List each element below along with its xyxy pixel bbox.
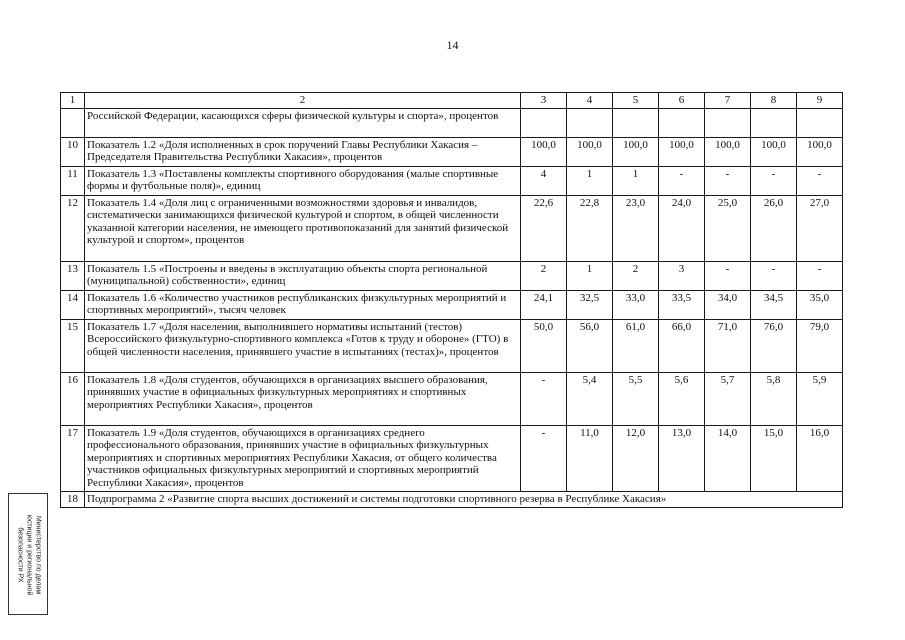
row-number: 18 xyxy=(61,491,85,507)
indicator-value: 24,0 xyxy=(659,195,705,261)
indicator-value: 66,0 xyxy=(659,319,705,372)
stamp-line: юстиции и региональной xyxy=(25,514,33,596)
indicator-value: 100,0 xyxy=(705,137,751,166)
indicator-value: 22,6 xyxy=(521,195,567,261)
indicator-value: 16,0 xyxy=(797,425,843,491)
indicator-description: Показатель 1.2 «Доля исполненных в срок поручений Главы Республики Хакасия – Председателя Правительства Республики Хакасия», процентов xyxy=(85,137,521,166)
stamp-line: Министерство по делам xyxy=(34,515,42,595)
indicator-value: - xyxy=(751,166,797,195)
indicator-value: 1 xyxy=(613,166,659,195)
indicators-table xyxy=(60,92,843,508)
indicator-value: 14,0 xyxy=(705,425,751,491)
table-row xyxy=(61,166,843,195)
row-number: 13 xyxy=(61,261,85,290)
indicator-value: 4 xyxy=(521,166,567,195)
indicator-description: Показатель 1.6 «Количество участников республиканских физкультурных мероприятий и спортивных мероприятий», тысяч человек xyxy=(85,290,521,319)
indicator-value: 100,0 xyxy=(567,137,613,166)
indicator-value: - xyxy=(797,261,843,290)
indicator-value: 100,0 xyxy=(613,137,659,166)
indicator-value: 5,7 xyxy=(705,372,751,425)
indicator-value: 76,0 xyxy=(751,319,797,372)
page-number: 14 xyxy=(446,38,459,52)
table-row xyxy=(61,290,843,319)
indicator-value xyxy=(659,108,705,137)
indicator-value: 1 xyxy=(567,261,613,290)
stamp-line: безопасности РХ xyxy=(16,527,24,583)
row-number: 10 xyxy=(61,137,85,166)
indicator-value: 23,0 xyxy=(613,195,659,261)
indicator-value: 5,6 xyxy=(659,372,705,425)
row-number: 14 xyxy=(61,290,85,319)
indicator-value: 33,0 xyxy=(613,290,659,319)
header-cell: 9 xyxy=(797,93,843,109)
indicator-value: 32,5 xyxy=(567,290,613,319)
table-row xyxy=(61,425,843,491)
indicator-value: 22,8 xyxy=(567,195,613,261)
indicator-value xyxy=(705,108,751,137)
indicator-value: 5,5 xyxy=(613,372,659,425)
indicator-value: 50,0 xyxy=(521,319,567,372)
indicator-value: - xyxy=(659,166,705,195)
indicator-value: 71,0 xyxy=(705,319,751,372)
row-number: 15 xyxy=(61,319,85,372)
indicator-value: 61,0 xyxy=(613,319,659,372)
header-cell: 5 xyxy=(613,93,659,109)
indicator-description: Показатель 1.7 «Доля населения, выполнившего нормативы испытаний (тестов) Всероссийского физкультурно-спортивного комплекса «Готов к труду и обороне» (ГТО) в общей численности населения, принявшего участие в испытаниях (тестах)», процентов xyxy=(85,319,521,372)
indicator-value: 2 xyxy=(521,261,567,290)
indicator-value: 2 xyxy=(613,261,659,290)
indicator-value: 24,1 xyxy=(521,290,567,319)
indicator-description: Показатель 1.3 «Поставлены комплекты спортивного оборудования (малые спортивные формы и футбольные поля)», единиц xyxy=(85,166,521,195)
registration-stamp xyxy=(8,493,48,615)
indicator-value xyxy=(521,108,567,137)
header-cell: 8 xyxy=(751,93,797,109)
indicator-description: Показатель 1.5 «Построены и введены в эксплуатацию объекты спорта региональной (муниципальной) собственности», единиц xyxy=(85,261,521,290)
subprogram-row xyxy=(61,491,843,507)
indicator-value: 100,0 xyxy=(659,137,705,166)
table-row xyxy=(61,372,843,425)
header-cell: 2 xyxy=(85,93,521,109)
indicator-value: 12,0 xyxy=(613,425,659,491)
indicator-description: Показатель 1.4 «Доля лиц с ограниченными возможностями здоровья и инвалидов, систематически занимающихся физической культурой и спортом, в общей численности указанной категории населения, не имеющего противопоказаний для занятий физической культурой и спортом», процентов xyxy=(85,195,521,261)
indicator-value: 34,5 xyxy=(751,290,797,319)
indicator-value: 11,0 xyxy=(567,425,613,491)
indicator-value: - xyxy=(705,166,751,195)
indicator-value: 13,0 xyxy=(659,425,705,491)
indicator-value: 79,0 xyxy=(797,319,843,372)
indicator-value: - xyxy=(521,425,567,491)
indicator-value: 27,0 xyxy=(797,195,843,261)
indicator-description: Показатель 1.9 «Доля студентов, обучающихся в организациях среднего профессионального образования, принявших участие в официальных физкультурных мероприятиях и спортивных мероприятиях Республики Хакасия, от общего количества участников официальных физкультурных мероприятий и спортивных мероприятий Республики Хакасия», процентов xyxy=(85,425,521,491)
indicator-value: 5,9 xyxy=(797,372,843,425)
table-row xyxy=(61,319,843,372)
indicator-value: - xyxy=(797,166,843,195)
header-cell: 1 xyxy=(61,93,85,109)
indicator-value: - xyxy=(705,261,751,290)
row-number: 11 xyxy=(61,166,85,195)
indicator-value: 56,0 xyxy=(567,319,613,372)
indicator-value: 3 xyxy=(659,261,705,290)
row-number: 12 xyxy=(61,195,85,261)
table-row xyxy=(61,108,843,137)
indicator-value: 100,0 xyxy=(751,137,797,166)
header-cell: 7 xyxy=(705,93,751,109)
indicator-description: Показатель 1.8 «Доля студентов, обучающихся в организациях высшего образования, принявших участие в официальных физкультурных мероприятиях и спортивных мероприятиях Республики Хакасия», процентов xyxy=(85,372,521,425)
table-row xyxy=(61,261,843,290)
row-number: 16 xyxy=(61,372,85,425)
table-row xyxy=(61,195,843,261)
indicator-value: - xyxy=(521,372,567,425)
indicator-value: 5,4 xyxy=(567,372,613,425)
table-row xyxy=(61,137,843,166)
subprogram-title: Подпрограмма 2 «Развитие спорта высших достижений и системы подготовки спортивного резерва в Республике Хакасия» xyxy=(85,491,843,507)
indicator-value: 1 xyxy=(567,166,613,195)
table-header-row xyxy=(61,93,843,109)
indicator-value: 5,8 xyxy=(751,372,797,425)
indicator-value: 26,0 xyxy=(751,195,797,261)
indicator-description: Российской Федерации, касающихся сферы физической культуры и спорта», процентов xyxy=(85,108,521,137)
indicator-value: 15,0 xyxy=(751,425,797,491)
indicator-value xyxy=(567,108,613,137)
stamp-text xyxy=(16,496,43,614)
indicator-value: 100,0 xyxy=(797,137,843,166)
header-cell: 6 xyxy=(659,93,705,109)
indicator-value: 25,0 xyxy=(705,195,751,261)
header-cell: 3 xyxy=(521,93,567,109)
indicator-value xyxy=(751,108,797,137)
header-cell: 4 xyxy=(567,93,613,109)
indicator-value: 100,0 xyxy=(521,137,567,166)
indicator-value xyxy=(613,108,659,137)
indicator-value: 35,0 xyxy=(797,290,843,319)
indicator-value: 33,5 xyxy=(659,290,705,319)
indicator-value: 34,0 xyxy=(705,290,751,319)
indicator-value: - xyxy=(751,261,797,290)
row-number xyxy=(61,108,85,137)
indicator-value xyxy=(797,108,843,137)
row-number: 17 xyxy=(61,425,85,491)
